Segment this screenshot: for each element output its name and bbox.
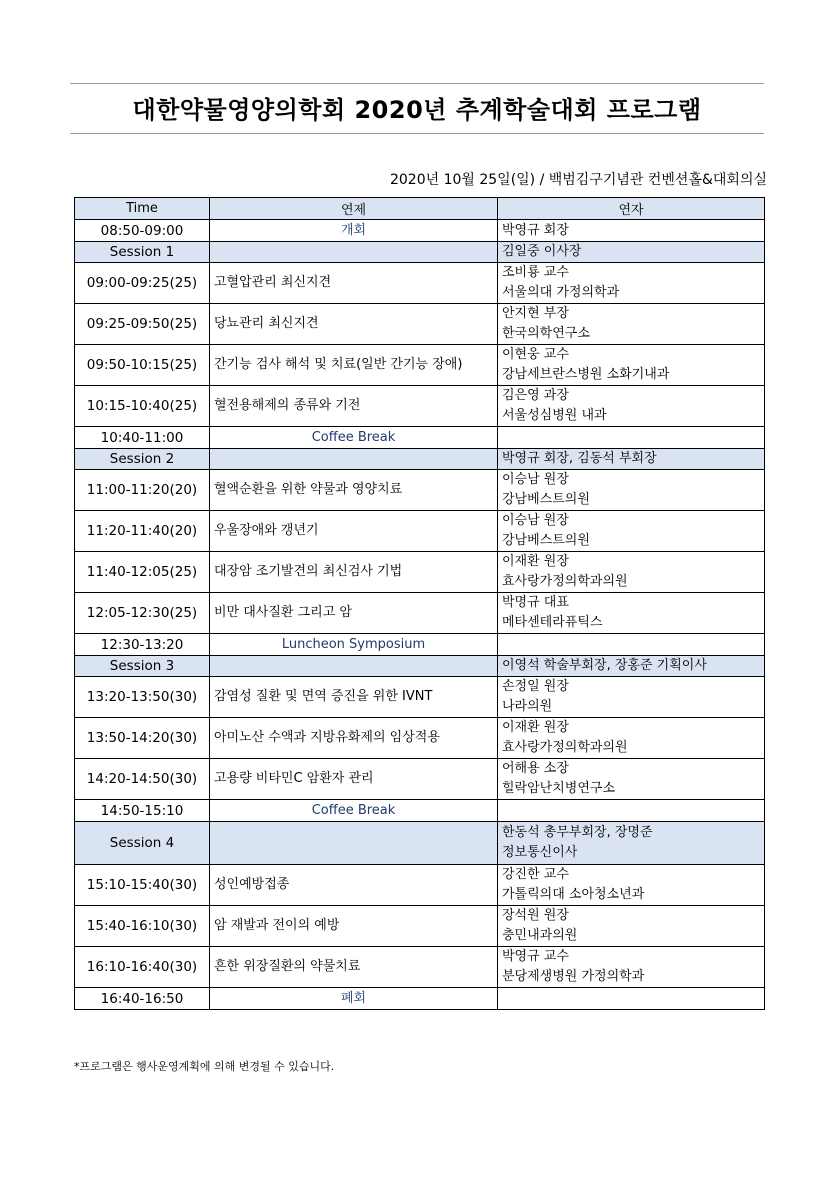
table-row [75,511,765,552]
talk-topic: 당뇨관리 최신지견 [210,304,498,345]
talk-speaker [498,263,765,304]
talk-speaker [498,718,765,759]
table-row [75,427,765,449]
talk-speaker [498,947,765,988]
page-title: 대한약물영양의학회 2020년 추계학술대회 프로그램 [132,96,702,124]
talk-time: 11:20-11:40(20) [75,511,210,552]
talk-topic: 대장암 조기발견의 최신검사 기법 [210,552,498,593]
speaker-affiliation: 분당제생병원 가정의학과 [502,969,645,984]
speaker-affiliation: 서울의대 가정의학과 [502,285,620,300]
talk-time: 15:40-16:10(30) [75,906,210,947]
program-table-body [75,220,765,1010]
table-header-row [75,198,765,220]
talk-topic: 우울장애와 갱년기 [210,511,498,552]
event-title: Coffee Break [210,800,498,822]
event-speaker [498,634,765,656]
speaker-affiliation: 효사랑가정의학과의원 [502,740,628,755]
speaker-name: 안지현 부장 [502,306,569,321]
speaker-affiliation: 강남베스트의원 [502,533,590,548]
talk-time: 12:05-12:30(25) [75,593,210,634]
speaker-affiliation: 충민내과의원 [502,928,578,943]
title-bottom-rule [70,133,764,134]
speaker-name: 어해용 소장 [502,761,569,776]
event-speaker: 박영규 회장 [498,220,765,242]
table-row [75,345,765,386]
session-chair: 김일중 이사장 [498,242,765,263]
session-chair: 이영석 학술부회장, 장홍준 기획이사 [498,656,765,677]
table-row [75,906,765,947]
event-title: 개회 [210,220,498,242]
talk-topic: 암 재발과 전이의 예방 [210,906,498,947]
speaker-name: 이승남 원장 [502,472,569,487]
talk-topic: 흔한 위장질환의 약물치료 [210,947,498,988]
speaker-name: 이재환 원장 [502,720,569,735]
session-topic-cell [210,656,498,677]
table-row [75,988,765,1010]
event-speaker [498,988,765,1010]
session-label: Session 4 [75,822,210,865]
event-time: 16:40-16:50 [75,988,210,1010]
session-header-row [75,242,765,263]
session-header-row [75,822,765,865]
speaker-name: 손정일 원장 [502,679,569,694]
talk-speaker [498,470,765,511]
talk-topic: 비만 대사질환 그리고 암 [210,593,498,634]
table-row [75,865,765,906]
talk-speaker [498,552,765,593]
session-header-row [75,656,765,677]
table-row [75,263,765,304]
session-label: Session 1 [75,242,210,263]
talk-topic: 감염성 질환 및 면역 증진을 위한 IVNT [210,677,498,718]
speaker-affiliation: 메타센테라퓨틱스 [502,615,603,630]
column-header-speaker: 연자 [498,198,765,220]
event-time: 08:50-09:00 [75,220,210,242]
event-speaker [498,800,765,822]
table-row [75,759,765,800]
session-chair-line-1: 한동석 총무부회장, 장명준 [502,825,653,840]
talk-speaker [498,511,765,552]
table-row [75,552,765,593]
talk-time: 14:20-14:50(30) [75,759,210,800]
column-header-topic: 연제 [210,198,498,220]
speaker-name: 박명규 대표 [502,595,569,610]
talk-speaker [498,593,765,634]
session-label: Session 3 [75,656,210,677]
talk-time: 09:25-09:50(25) [75,304,210,345]
talk-topic: 성인예방접종 [210,865,498,906]
talk-time: 16:10-16:40(30) [75,947,210,988]
talk-topic: 간기능 검사 해석 및 치료(일반 간기능 장애) [210,345,498,386]
session-label: Session 2 [75,449,210,470]
session-topic-cell [210,242,498,263]
session-header-row [75,449,765,470]
event-time: 10:40-11:00 [75,427,210,449]
speaker-name: 장석원 원장 [502,908,569,923]
talk-speaker [498,345,765,386]
program-table [74,197,765,1010]
speaker-name: 이현웅 교수 [502,347,569,362]
speaker-name: 조비룡 교수 [502,265,569,280]
speaker-name: 김은영 과장 [502,388,569,403]
session-topic-cell [210,822,498,865]
talk-speaker [498,677,765,718]
talk-time: 13:50-14:20(30) [75,718,210,759]
talk-speaker [498,759,765,800]
speaker-affiliation: 한국의학연구소 [502,326,590,341]
table-row [75,220,765,242]
talk-topic: 아미노산 수액과 지방유화제의 임상적용 [210,718,498,759]
table-row [75,947,765,988]
talk-speaker [498,906,765,947]
talk-time: 11:00-11:20(20) [75,470,210,511]
speaker-name: 이재환 원장 [502,554,569,569]
speaker-affiliation: 서울성심병원 내과 [502,408,607,423]
title-top-rule [70,83,764,84]
event-speaker [498,427,765,449]
table-row [75,800,765,822]
talk-topic: 혈액순환을 위한 약물과 영양치료 [210,470,498,511]
speaker-affiliation: 강남세브란스병원 소화기내과 [502,367,670,382]
speaker-affiliation: 힐락암난치병연구소 [502,781,616,796]
event-title: Luncheon Symposium [210,634,498,656]
talk-speaker [498,304,765,345]
talk-time: 15:10-15:40(30) [75,865,210,906]
speaker-name: 박영규 교수 [502,949,569,964]
table-row [75,677,765,718]
talk-topic: 고혈압관리 최신지견 [210,263,498,304]
table-row [75,634,765,656]
speaker-name: 이승남 원장 [502,513,569,528]
session-chair: 박영규 회장, 김동석 부회장 [498,449,765,470]
event-time: 12:30-13:20 [75,634,210,656]
talk-topic: 혈전용해제의 종류와 기전 [210,386,498,427]
talk-time: 13:20-13:50(30) [75,677,210,718]
speaker-affiliation: 효사랑가정의학과의원 [502,574,628,589]
speaker-affiliation: 가톨릭의대 소아청소년과 [502,887,645,902]
speaker-affiliation: 나라의원 [502,699,553,714]
talk-time: 09:50-10:15(25) [75,345,210,386]
table-row [75,304,765,345]
talk-speaker [498,865,765,906]
talk-time: 11:40-12:05(25) [75,552,210,593]
table-row [75,718,765,759]
session-chair [498,822,765,865]
event-title: 폐회 [210,988,498,1010]
event-title: Coffee Break [210,427,498,449]
table-row [75,470,765,511]
speaker-affiliation: 강남베스트의원 [502,492,590,507]
session-topic-cell [210,449,498,470]
talk-time: 10:15-10:40(25) [75,386,210,427]
event-date-venue: 2020년 10월 25일(일) / 백범김구기념관 컨벤션홀&대회의실 [389,172,767,188]
event-time: 14:50-15:10 [75,800,210,822]
speaker-name: 강진한 교수 [502,867,569,882]
talk-topic: 고용량 비타민C 암환자 관리 [210,759,498,800]
table-row [75,593,765,634]
talk-time: 09:00-09:25(25) [75,263,210,304]
talk-speaker [498,386,765,427]
footnote: *프로그램은 행사운영계획에 의해 변경될 수 있습니다. [74,1060,335,1073]
session-chair-line-2: 정보통신이사 [502,845,578,860]
table-row [75,386,765,427]
column-header-time: Time [75,198,210,220]
